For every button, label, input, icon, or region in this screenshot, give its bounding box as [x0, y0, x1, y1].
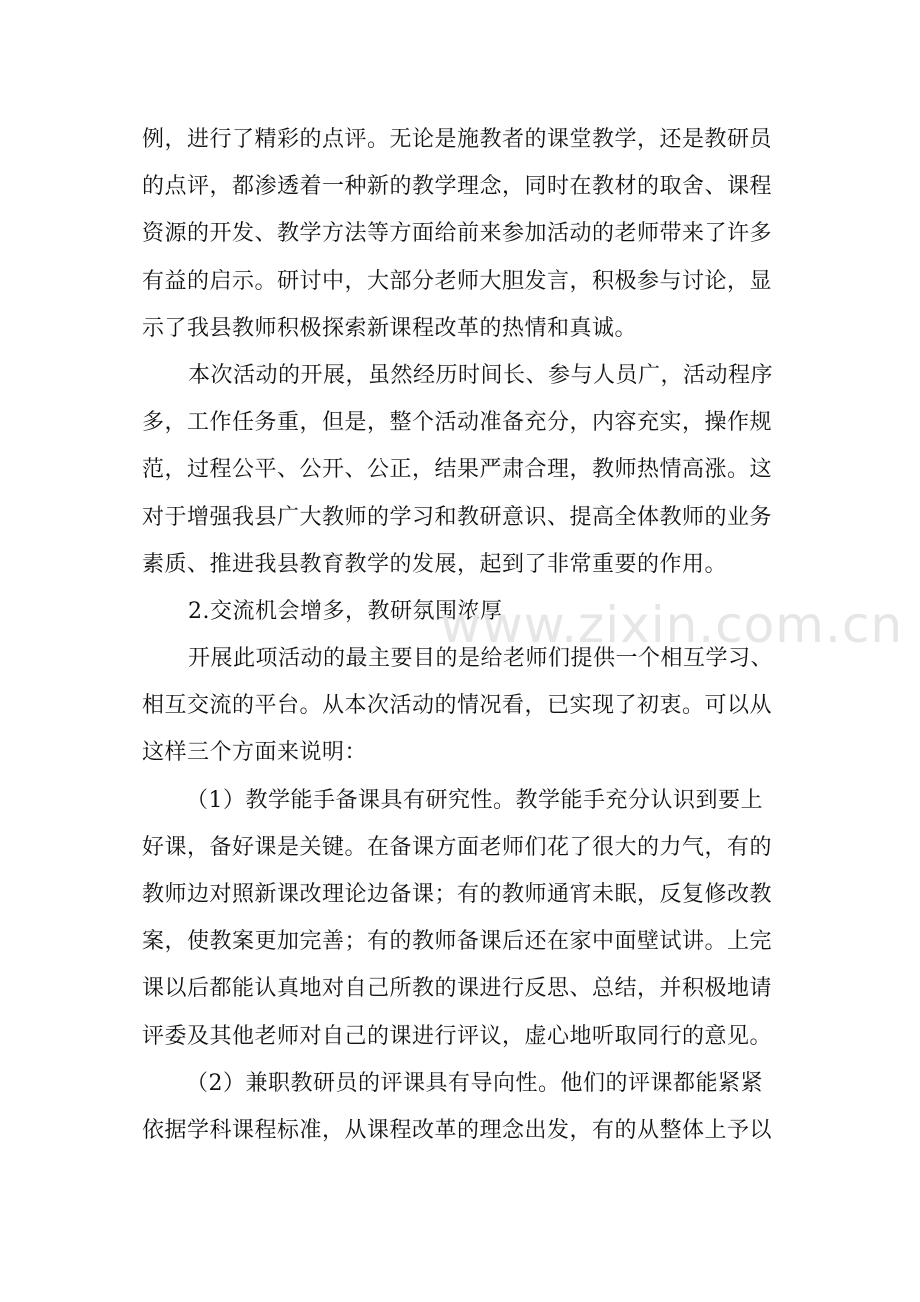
paragraph-start-line: 本次活动的开展，虽然经历时间长、参与人员广，活动程序 — [188, 362, 774, 388]
list-item-start-line: （2）兼职教研员的评课具有导向性。他们的评课都能紧紧 — [186, 1070, 763, 1096]
text-line: 资源的开发、教学方法等方面给前来参加活动的老师带来了许多 — [142, 221, 773, 247]
text-line: 相互交流的平台。从本次活动的情况看，已实现了初衷。可以从 — [142, 693, 773, 719]
text-line: 课以后都能认真地对自己所教的课进行反思、总结，并积极地请 — [142, 976, 773, 1002]
text-line: 示了我县教师积极探索新课程改革的热情和真诚。 — [142, 315, 638, 341]
text-line: 好课，备好课是关键。在备课方面老师们花了很大的力气，有的 — [142, 834, 773, 860]
text-line: 这样三个方面来说明： — [142, 740, 368, 766]
text-line: 范，过程公平、公开、公正，结果严肃合理，教师热情高涨。这 — [142, 457, 773, 483]
document-body — [142, 116, 802, 1154]
text-line: 多，工作任务重，但是，整个活动准备充分，内容充实，操作规 — [142, 410, 773, 436]
text-line: 的点评，都渗透着一种新的教学理念，同时在教材的取舍、课程 — [142, 174, 773, 200]
text-line: 教师边对照新课改理论边备课；有的教师通宵未眠，反复修改教 — [142, 882, 773, 907]
watermark: www.zixin.com.cn — [440, 596, 904, 654]
text-line: 例，进行了精彩的点评。无论是施教者的课堂教学，还是教研员 — [142, 127, 773, 152]
text-line: 案，使教案更加完善；有的教师备课后还在家中面壁试讲。上完 — [142, 929, 773, 955]
text-line: 对于增强我县广大教师的学习和教研意识、提高全体教师的业务 — [142, 504, 773, 530]
text-line: 有益的启示。研讨中，大部分老师大胆发言，积极参与讨论，显 — [142, 268, 773, 294]
text-line: 依据学科课程标准，从课程改革的理念出发，有的从整体上予以 — [142, 1117, 773, 1143]
text-line: 素质、推进我县教育教学的发展，起到了非常重要的作用。 — [142, 551, 728, 577]
list-item-start-line: （1）教学能手备课具有研究性。教学能手充分认识到要上 — [186, 787, 763, 813]
paragraph-start-line: 开展此项活动的最主要目的是给老师们提供一个相互学习、 — [188, 646, 774, 672]
section-heading: 2.交流机会增多，教研氛围浓厚 — [188, 598, 503, 624]
text-line: 评委及其他老师对自己的课进行评议，虚心地听取同行的意见。 — [142, 1023, 773, 1049]
